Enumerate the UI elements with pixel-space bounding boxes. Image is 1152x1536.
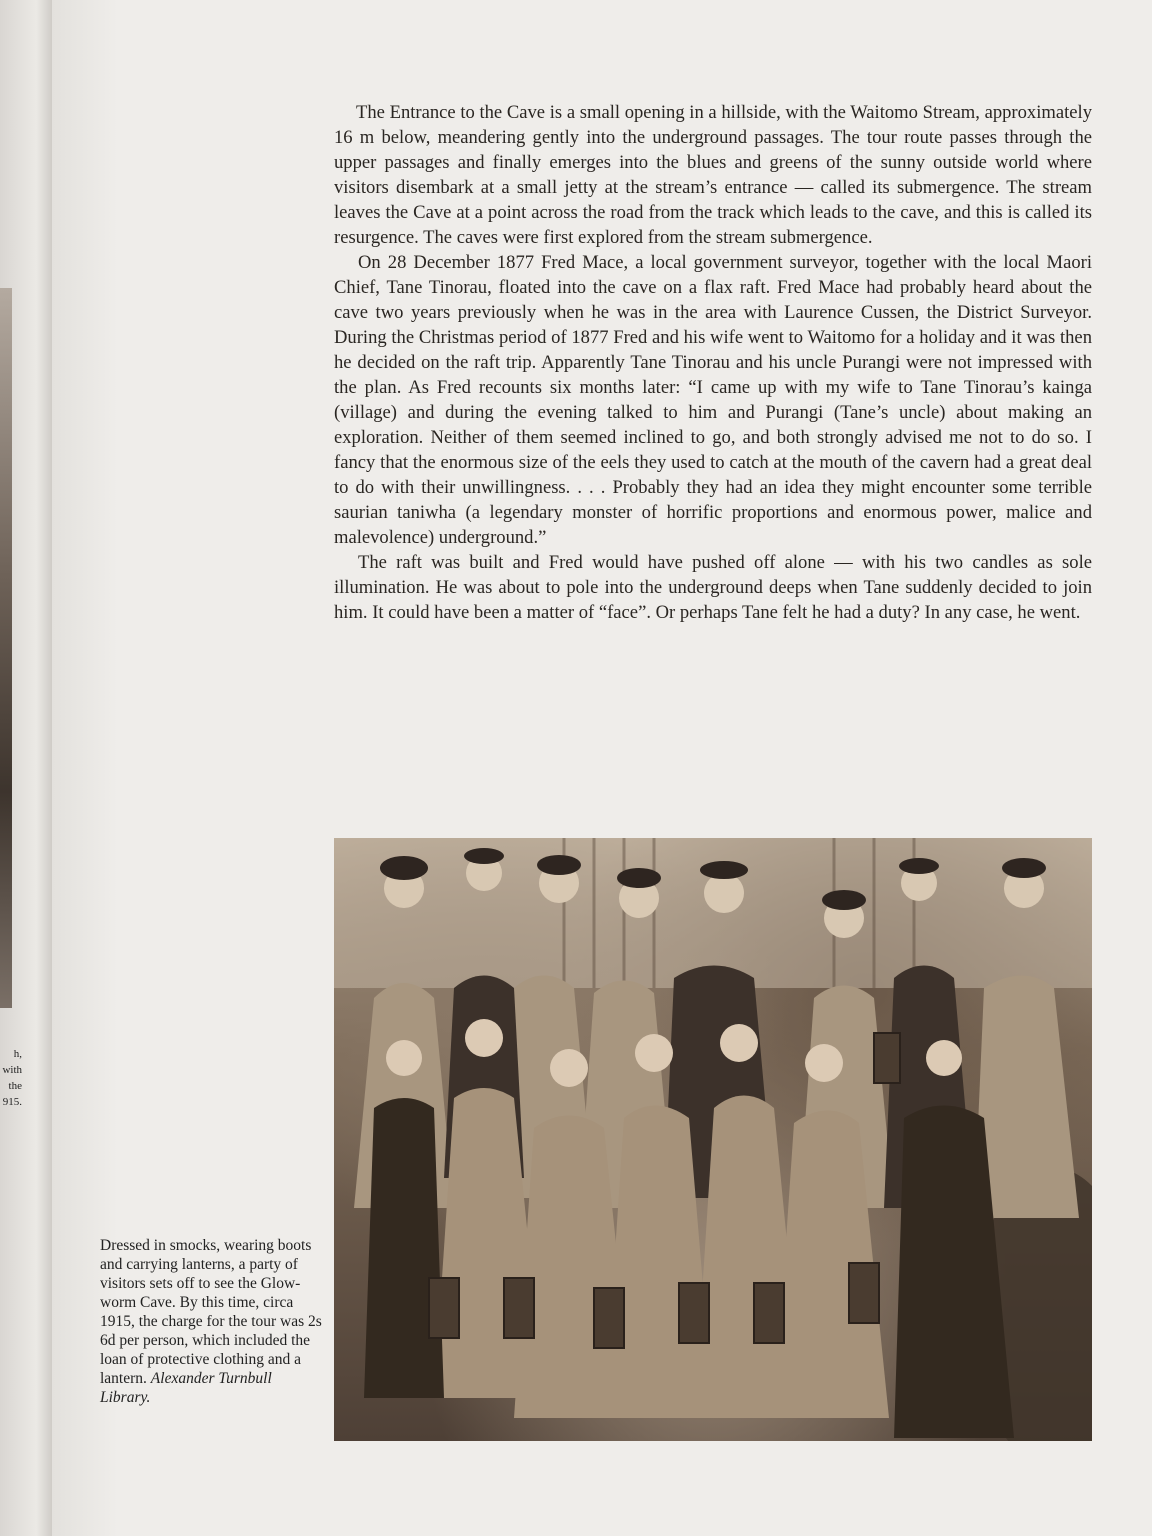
paragraph: The raft was built and Fred would have pushed off alone — with his two candles as sole illumination. He was about to pole into the underground deeps when Tane suddenly decided to join him. It could have been a matter of “face”. Or perhaps Tane felt he had a duty? In any case, he went.: [334, 552, 1092, 623]
caption-credit: Alexander Turnbull Library.: [100, 1370, 272, 1406]
paragraph: The Entrance to the Cave is a small opening in a hillside, with the Waitomo Stream, approximately 16 m below, meandering gently into the underground passages. The tour route passes through the upper passages and finally emerges into the blues and greens of the sunny outside world where visitors disembark at a small jetty at the stream’s entrance — called its submergence. The stream leaves the Cave at a point across the road from the track which leads to the cave, and this is called its resurgence. The caves were first explored from the stream submergence.: [334, 102, 1092, 248]
book-spine: [0, 0, 52, 1536]
previous-page-photo-edge: [0, 288, 12, 1008]
previous-page-caption-fragment: h, with the 915.: [2, 1048, 22, 1108]
paragraph: On 28 December 1877 Fred Mace, a local government surveyor, together with the local Maori Chief, Tane Tinorau, floated into the cave on a flax raft. Fred Mace had probably heard about the cave two years previously when he was in the area with Laurence Cussen, the District Surveyor. During the Christmas period of 1877 Fred and his wife went to Waitomo for a holiday and it was then he decided on the raft trip. Apparently Tane Tinorau and his uncle Purangi were not impressed with the plan. As Fred recounts six months later: “I came up with my wife to Tane Tinorau’s kainga (village) and during the evening talked to him and Purangi (Tane’s uncle) about making an exploration. Neither of them seemed inclined to go, and both strongly advised me not to do so. I fancy that the enormous size of the eels they used to catch at the mouth of the cavern had a great deal to do with their unwillingness. . . . Probably they had an idea they might encounter some terrible saurian taniwha (a legendary monster of horrific proportions and enormous power, malice and malevolence) underground.”: [334, 252, 1092, 548]
photo-caption: [100, 1236, 322, 1407]
body-text: [334, 100, 1092, 625]
caption-text: Dressed in smocks, wearing boots and carrying lanterns, a party of visitors sets off to see the Glow-worm Cave. By this time, circa 1915, the charge for the tour was 2s 6d per person, which included the loan of protective clothing and a lantern.: [100, 1237, 322, 1387]
historic-group-photo: [334, 838, 1092, 1441]
